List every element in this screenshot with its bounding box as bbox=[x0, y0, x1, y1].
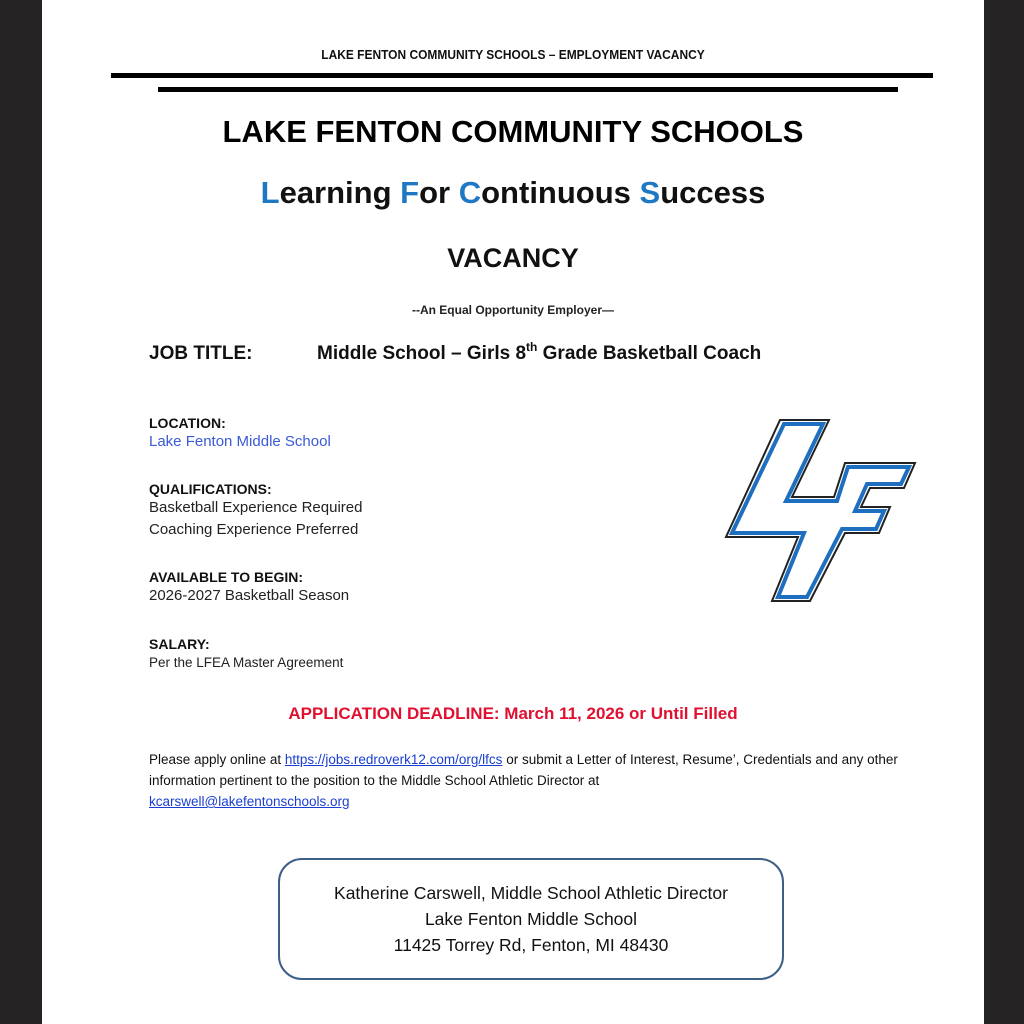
job-title-label: JOB TITLE: bbox=[149, 343, 253, 364]
job-title-text: Grade Basketball Coach bbox=[537, 343, 762, 364]
qualification-item: Basketball Experience Required bbox=[149, 499, 363, 516]
motto-cap-f: F bbox=[400, 175, 420, 210]
header-rule-bottom bbox=[158, 87, 898, 92]
contact-address: 11425 Torrey Rd, Fenton, MI 48430 bbox=[393, 935, 669, 955]
motto bbox=[42, 175, 984, 211]
contact-school: Lake Fenton Middle School bbox=[424, 909, 638, 929]
location-value: Lake Fenton Middle School bbox=[149, 433, 331, 450]
ordinal-suffix: th bbox=[526, 340, 538, 354]
motto-word: earning bbox=[279, 175, 401, 210]
qualification-item: Coaching Experience Preferred bbox=[149, 521, 359, 538]
job-title-text: Middle School – Girls 8 bbox=[317, 343, 527, 364]
apply-instructions bbox=[149, 749, 949, 812]
school-district-title: LAKE FENTON COMMUNITY SCHOOLS bbox=[222, 114, 804, 149]
motto-word: uccess bbox=[660, 175, 766, 210]
motto-word: ontinuous bbox=[481, 175, 640, 210]
salary-label: SALARY: bbox=[149, 636, 210, 652]
document-page bbox=[42, 0, 984, 1024]
motto-cap-c: C bbox=[458, 175, 482, 210]
motto-word: or bbox=[419, 175, 459, 210]
vacancy-heading: VACANCY bbox=[447, 243, 579, 273]
running-header: LAKE FENTON COMMUNITY SCHOOLS – EMPLOYMENT VACANCY bbox=[321, 47, 705, 62]
section-location bbox=[149, 415, 331, 453]
motto-cap-l: L bbox=[260, 175, 280, 210]
application-deadline: APPLICATION DEADLINE: March 11, 2026 or Until Filled bbox=[288, 704, 738, 723]
available-value: 2026-2027 Basketball Season bbox=[149, 587, 350, 604]
section-salary bbox=[149, 636, 343, 674]
header-rule-top bbox=[111, 73, 933, 78]
contact-name: Katherine Carswell, Middle School Athletic Director bbox=[334, 883, 728, 903]
section-qualifications bbox=[149, 481, 362, 541]
equal-opportunity-note: --An Equal Opportunity Employer— bbox=[411, 303, 614, 317]
available-label: AVAILABLE TO BEGIN: bbox=[149, 569, 303, 585]
contact-box bbox=[278, 858, 784, 980]
application-link[interactable]: https://jobs.redroverk12.com/org/lfcs bbox=[284, 752, 503, 767]
job-title-value bbox=[317, 340, 762, 365]
apply-text: Please apply online at bbox=[149, 752, 285, 767]
email-link[interactable]: kcarswell@lakefentonschools.org bbox=[149, 794, 350, 809]
apply-text: or submit a Letter of Interest, Resume’, Credentials and any other information pertinent to the position to the Middle School Athletic Director at bbox=[149, 752, 898, 788]
lf-logo-icon bbox=[680, 415, 930, 615]
salary-value: Per the LFEA Master Agreement bbox=[149, 655, 344, 670]
motto-cap-s: S bbox=[639, 175, 661, 210]
qualifications-label: QUALIFICATIONS: bbox=[149, 481, 272, 497]
location-label: LOCATION: bbox=[149, 415, 226, 431]
section-available bbox=[149, 569, 349, 607]
